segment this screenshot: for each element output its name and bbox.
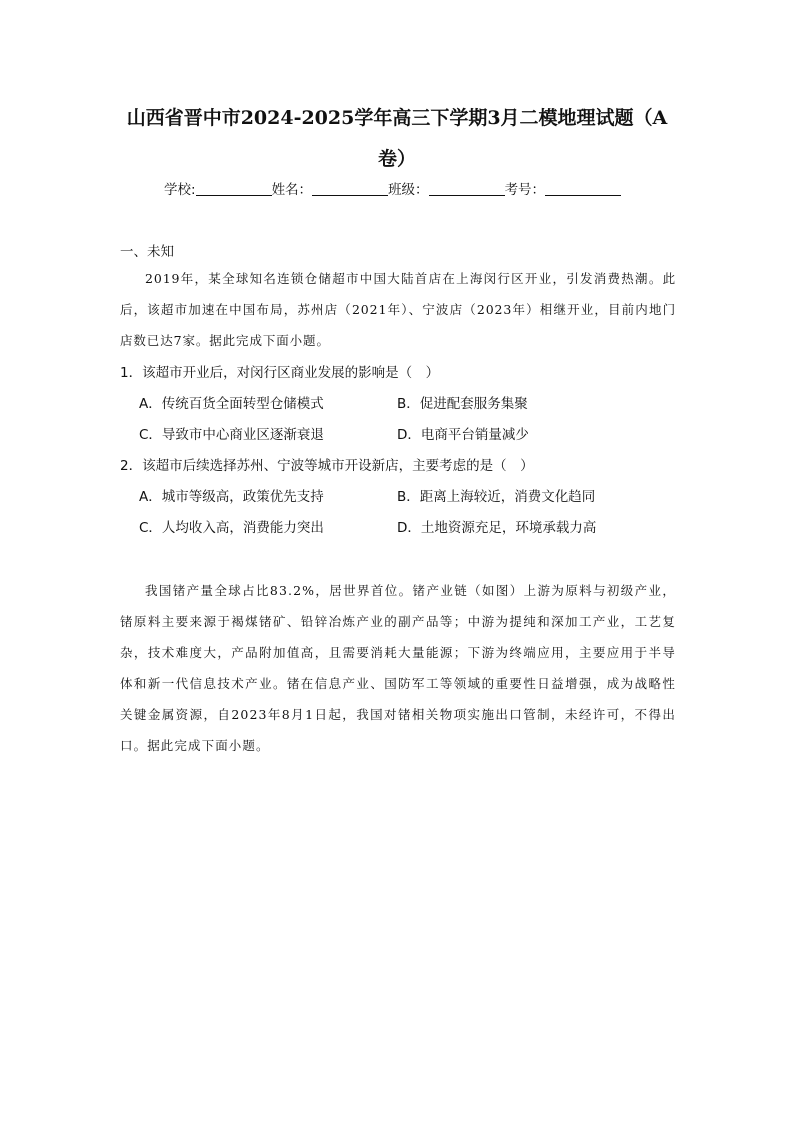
question-1-option-d: D．电商平台销量减少	[397, 427, 529, 443]
reading-passage-1: 2019年，某全球知名连锁仓储超市中国大陆首店在上海闵行区开业，引发消费热潮。此后，该超市加速在中国布局，苏州店（2021年）、宁波店（2023年）相继开业，目前内地门店数已达7家。据此完成下面小题。	[120, 271, 676, 348]
exam-number-blank	[545, 181, 621, 196]
question-1-option-b: B．促进配套服务集聚	[397, 396, 528, 412]
school-blank	[196, 181, 272, 196]
question-1-stem: 1．该超市开业后，对闵行区商业发展的影响是（ ）	[120, 365, 440, 381]
question-2-stem: 2．该超市后续选择苏州、宁波等城市开设新店，主要考虑的是（ ）	[120, 458, 534, 474]
question-2-option-c: C．人均收入高，消费能力突出	[139, 520, 324, 536]
exam-number-label: 考号：	[504, 182, 546, 198]
student-info-row	[164, 180, 621, 200]
question-2-option-d: D．土地资源充足，环境承载力高	[397, 520, 597, 536]
question-1-option-c: C．导致市中心商业区逐渐衰退	[139, 427, 324, 443]
document-title: 山西省晋中市2024-2025学年高三下学期3月二模地理试题（A	[126, 107, 668, 129]
reading-passage-2: 我国锗产量全球占比83.2%，居世界首位。锗产业链（如图）上游为原料与初级产业，锗原料主要来源于褐煤锗矿、铅锌冶炼产业的副产品等；中游为提纯和深加工产业，工艺复杂，技术难度大，产品附加值高，且需要消耗大量能源；下游为终端应用，主要应用于半导体和新一代信息技术产业。锗在信息产业、国防军工等领域的重要性日益增强，成为战略性关键金属资源，自2023年8月1日起，我国对锗相关物项实施出口管制，未经许可，不得出口。据此完成下面小题。	[120, 583, 676, 753]
question-1-option-a: A．传统百货全面转型仓储模式	[139, 396, 324, 412]
class-blank	[429, 181, 505, 196]
school-label: 学校:	[164, 182, 196, 198]
document-title-continued: 卷）	[377, 148, 416, 170]
section-heading: 一、未知	[120, 244, 174, 260]
class-label: 班级：	[388, 182, 429, 198]
question-2-option-b: B．距离上海较近，消费文化趋同	[397, 489, 596, 505]
name-blank	[312, 181, 388, 196]
question-2-option-a: A．城市等级高，政策优先支持	[139, 489, 324, 505]
name-label: 姓名：	[271, 182, 313, 198]
